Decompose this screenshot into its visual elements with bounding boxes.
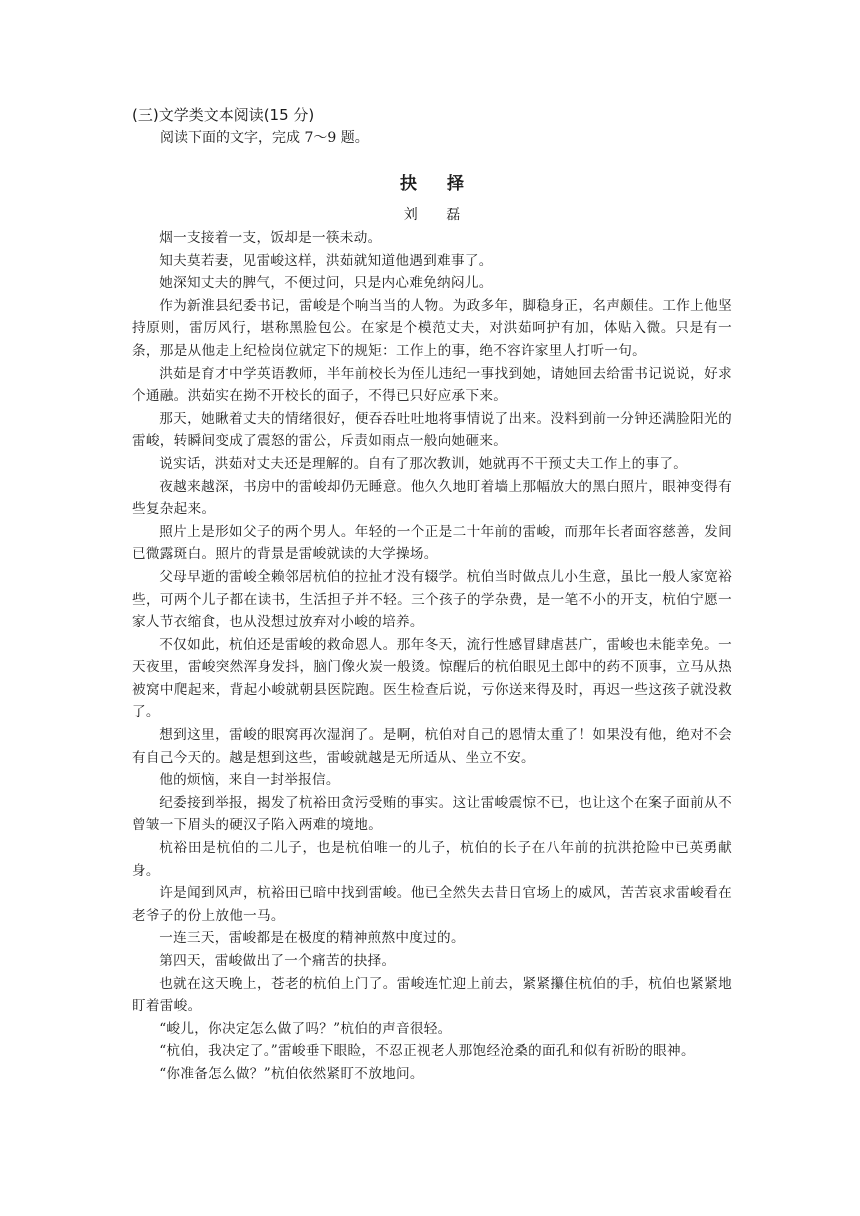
story-paragraph: 夜越来越深，书房中的雷峻却仍无睡意。他久久地盯着墙上那幅放大的黑白照片，眼神变得有些复杂起来。 — [132, 478, 732, 518]
story-body — [132, 227, 732, 1086]
story-paragraph: 烟一支接着一支，饭却是一筷未动。 — [159, 230, 382, 246]
story-paragraph: 照片上是形如父子的两个男人。年轻的一个正是二十年前的雷峻，而那年长者面容慈善，发间已微露斑白。照片的背景是雷峻就读的大学操场。 — [132, 523, 732, 563]
story-paragraph: 他的烦恼，来自一封举报信。 — [159, 772, 340, 789]
story-paragraph: 杭裕田是杭伯的二儿子，也是杭伯唯一的儿子，杭伯的长子在八年前的抗洪抢险中已英勇献身。 — [132, 840, 732, 879]
story-paragraph: 一连三天，雷峻都是在极度的精神煎熬中度过的。 — [159, 930, 465, 947]
story-paragraph: 她深知丈夫的脾气，不便过问，只是内心难免纳闷儿。 — [159, 275, 493, 292]
story-paragraph: 作为新淮县纪委书记，雷峻是个响当当的人物。为政多年，脚稳身正，名声颇佳。工作上他坚持原则，雷厉风行，堪称黑脸包公。在家是个模范丈夫，对洪茹呵护有加，体贴入微。只是有一条，那是从他走上纪检岗位就定下的规矩：工作上的事，绝不容许家里人打听一句。 — [132, 297, 732, 359]
story-paragraph: 想到这里，雷峻的眼窝再次湿润了。是啊，杭伯对自己的恩情太重了！如果没有他，绝对不会有自己今天的。越是想到这些，雷峻就越是无所适从、坐立不安。 — [132, 727, 732, 766]
story-paragraph: “你准备怎么做？”杭伯依然紧盯不放地问。 — [159, 1065, 424, 1082]
story-paragraph: 也就在这天晚上，苍老的杭伯上门了。雷峻连忙迎上前去，紧紧攥住杭伯的手，杭伯也紧紧地盯着雷峻。 — [132, 975, 732, 1015]
story-paragraph: 那天，她瞅着丈夫的情绪很好，便吞吞吐吐地将事情说了出来。没料到前一分钟还满脸阳光的雷峻，转瞬间变成了震怒的雷公，斥责如雨点一般向她砸来。 — [132, 410, 732, 450]
story-paragraph: 说实话，洪茹对丈夫还是理解的。自有了那次教训，她就再不干预丈夫工作上的事了。 — [159, 455, 688, 472]
story-paragraph: 许是闻到风声，杭裕田已暗中找到雷峻。他已全然失去昔日官场上的威风，苦苦哀求雷峻看在老爷子的份上放他一马。 — [132, 885, 732, 924]
section-title: (三)文学类文本阅读(15 分) — [132, 106, 315, 124]
story-paragraph: 父母早逝的雷峻全赖邻居杭伯的拉扯才没有辍学。杭伯当时做点儿小生意，虽比一般人家宽裕些，可两个儿子都在读书，生活担子并不轻。三个孩子的学杂费，是一笔不小的开支，杭伯宁愿一家人节衣缩食，也从没想过放弃对小峻的培养。 — [132, 568, 732, 631]
section-instruction: 阅读下面的文字，完成 7～9 题。 — [160, 130, 369, 146]
story-title: 抉 择 — [400, 174, 476, 194]
story-paragraph: “峻儿，你决定怎么做了吗？”杭伯的声音很轻。 — [159, 1020, 452, 1037]
story-paragraph: 知夫莫若妻，见雷峻这样，洪茹就知道他遇到难事了。 — [159, 252, 493, 269]
story-paragraph: 不仅如此，杭伯还是雷峻的救命恩人。那年冬天，流行性感冒肆虐甚广，雷峻也未能幸免。一天夜里，雷峻突然浑身发抖，脑门像火炭一般烫。惊醒后的杭伯眼见土郎中的药不顶事，立马从热被窝中爬起来，背起小峻就朝县医院跑。医生检查后说，亏你送来得及时，再迟一些这孩子就没救了。 — [132, 636, 732, 721]
story-paragraph: 洪茹是育才中学英语教师，半年前校长为侄儿违纪一事找到她，请她回去给雷书记说说，好求个通融。洪茹实在拗不开校长的面子，不得已只好应承下来。 — [132, 365, 732, 405]
story-author: 刘 磊 — [403, 207, 473, 223]
story-paragraph: “杭伯，我决定了。”雷峻垂下眼睑，不忍正视老人那饱经沧桑的面孔和似有祈盼的眼神。 — [159, 1043, 695, 1060]
story-paragraph: 第四天，雷峻做出了一个痛苦的抉择。 — [159, 953, 396, 969]
story-paragraph: 纪委接到举报，揭发了杭裕田贪污受贿的事实。这让雷峻震惊不已，也让这个在案子面前从不曾皱一下眉头的硬汉子陷入两难的境地。 — [132, 794, 732, 834]
document-page — [132, 104, 732, 1086]
